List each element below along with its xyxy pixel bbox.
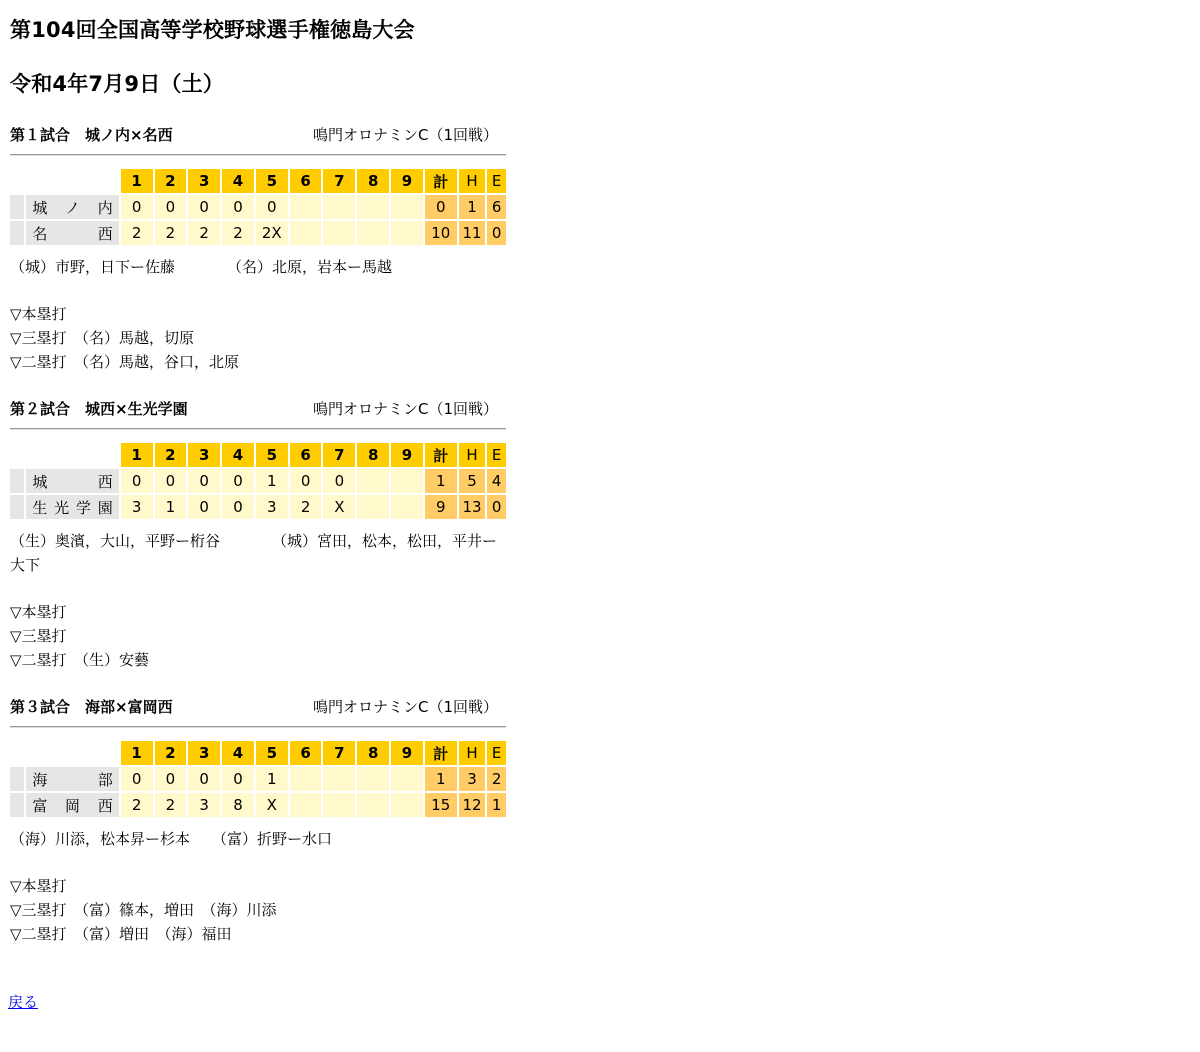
row-stub xyxy=(10,195,24,219)
team-row xyxy=(10,221,506,245)
game-2 xyxy=(10,398,506,669)
header-total: 計 xyxy=(425,443,457,467)
inning-score: 0 xyxy=(256,195,288,219)
triples: ▽三塁打 （名）馬越，切原 xyxy=(10,329,195,347)
total-hits: 11 xyxy=(459,221,486,245)
header-hits: H xyxy=(459,741,486,765)
inning-score xyxy=(290,767,322,791)
header-hits: H xyxy=(459,169,486,193)
header-cell: 8 xyxy=(357,169,389,193)
game-header xyxy=(10,398,506,422)
scoreboard-header-row xyxy=(10,169,506,193)
header-cell: 2 xyxy=(155,741,187,765)
header-cell: 2 xyxy=(155,443,187,467)
total-runs: 1 xyxy=(425,767,457,791)
total-runs: 9 xyxy=(425,495,457,519)
inning-score: 0 xyxy=(222,195,254,219)
pitchers-line xyxy=(10,827,506,851)
inning-score xyxy=(391,221,423,245)
row-stub xyxy=(10,793,24,817)
header-errors: E xyxy=(487,169,506,193)
inning-score: 3 xyxy=(188,793,220,817)
header-cell: 1 xyxy=(121,169,153,193)
triples: ▽三塁打 xyxy=(10,627,67,645)
total-hits: 12 xyxy=(459,793,486,817)
total-errors: 2 xyxy=(487,767,506,791)
inning-score: 2 xyxy=(188,221,220,245)
inning-score: 8 xyxy=(222,793,254,817)
game-title: 第２試合 城西×生光学園 xyxy=(10,400,188,418)
header-cell: 4 xyxy=(222,741,254,765)
game-1 xyxy=(10,124,506,371)
inning-score: 2X xyxy=(256,221,288,245)
header-cell: 7 xyxy=(323,741,355,765)
inning-score: 0 xyxy=(155,195,187,219)
inning-score xyxy=(323,767,355,791)
inning-score: 0 xyxy=(290,469,322,493)
inning-score: 1 xyxy=(155,495,187,519)
doubles: ▽二塁打 （富）増田 （海）福田 xyxy=(10,925,232,943)
header-cell: 7 xyxy=(323,443,355,467)
total-errors: 4 xyxy=(487,469,506,493)
total-runs: 15 xyxy=(425,793,457,817)
doubles: ▽二塁打 （生）安藝 xyxy=(10,651,150,669)
header-cell: 9 xyxy=(391,443,423,467)
inning-score xyxy=(391,793,423,817)
inning-score xyxy=(323,195,355,219)
divider xyxy=(10,154,506,155)
game-title: 第１試合 城ノ内×名西 xyxy=(10,126,173,144)
header-hits: H xyxy=(459,443,486,467)
total-hits: 13 xyxy=(459,495,486,519)
inning-score: 2 xyxy=(121,221,153,245)
inning-score: 2 xyxy=(290,495,322,519)
team-row xyxy=(10,767,506,791)
game-venue: 鳴門オロナミンC（1回戦） xyxy=(312,698,498,716)
row-stub xyxy=(10,469,24,493)
inning-score: 0 xyxy=(188,195,220,219)
header-cell: 5 xyxy=(256,443,288,467)
total-hits: 5 xyxy=(459,469,486,493)
inning-score xyxy=(323,793,355,817)
header-cell: 5 xyxy=(256,741,288,765)
scoreboard xyxy=(8,441,508,521)
total-runs: 1 xyxy=(425,469,457,493)
home-runs: ▽本塁打 xyxy=(10,603,67,621)
total-runs: 0 xyxy=(425,195,457,219)
team-name: 海部 xyxy=(26,767,118,791)
pitchers-team-b: （富）折野ー水口 xyxy=(212,830,333,848)
team-name: 富岡西 xyxy=(26,793,118,817)
inning-score xyxy=(357,469,389,493)
inning-score xyxy=(357,767,389,791)
inning-score: 0 xyxy=(188,495,220,519)
inning-score: 3 xyxy=(256,495,288,519)
doubles: ▽二塁打 （名）馬越，谷口，北原 xyxy=(10,353,240,371)
game-header xyxy=(10,124,506,148)
inning-score: 3 xyxy=(121,495,153,519)
total-hits: 1 xyxy=(459,195,486,219)
header-cell: 1 xyxy=(121,741,153,765)
inning-score xyxy=(357,221,389,245)
inning-score xyxy=(323,221,355,245)
pitchers-line xyxy=(10,529,506,577)
divider xyxy=(10,726,506,727)
inning-score: 0 xyxy=(121,767,153,791)
inning-score: 1 xyxy=(256,767,288,791)
inning-score xyxy=(357,495,389,519)
row-stub xyxy=(10,495,24,519)
inning-score xyxy=(357,195,389,219)
page-title: 第104回全国高等学校野球選手権徳島大会 xyxy=(10,18,415,42)
inning-score xyxy=(391,767,423,791)
inning-score: 0 xyxy=(323,469,355,493)
pitchers-line xyxy=(10,255,506,279)
scoreboard-header-row xyxy=(10,443,506,467)
header-cell: 4 xyxy=(222,443,254,467)
inning-score xyxy=(391,495,423,519)
header-cell: 4 xyxy=(222,169,254,193)
inning-score: 0 xyxy=(222,469,254,493)
inning-score xyxy=(290,221,322,245)
home-runs: ▽本塁打 xyxy=(10,305,67,323)
inning-score: 2 xyxy=(155,793,187,817)
row-stub xyxy=(10,767,24,791)
header-cell: 1 xyxy=(121,443,153,467)
divider xyxy=(10,428,506,429)
home-runs: ▽本塁打 xyxy=(10,877,67,895)
total-errors: 0 xyxy=(487,495,506,519)
team-row xyxy=(10,195,506,219)
scoreboard xyxy=(8,167,508,247)
inning-score: 0 xyxy=(222,495,254,519)
triples: ▽三塁打 （富）篠本，増田 （海）川添 xyxy=(10,901,277,919)
game-venue: 鳴門オロナミンC（1回戦） xyxy=(312,126,498,144)
inning-score: 2 xyxy=(222,221,254,245)
game-header xyxy=(10,696,506,720)
header-cell: 3 xyxy=(188,169,220,193)
team-name: 生光学園 xyxy=(26,495,118,519)
game-3 xyxy=(10,696,506,943)
scoreboard-header-row xyxy=(10,741,506,765)
header-cell: 6 xyxy=(290,741,322,765)
inning-score: X xyxy=(256,793,288,817)
header-cell: 9 xyxy=(391,169,423,193)
inning-score: 2 xyxy=(121,793,153,817)
game-title: 第３試合 海部×富岡西 xyxy=(10,698,173,716)
team-name: 城ノ内 xyxy=(26,195,118,219)
inning-score: 0 xyxy=(155,767,187,791)
total-errors: 0 xyxy=(487,221,506,245)
inning-score: 0 xyxy=(188,469,220,493)
total-errors: 6 xyxy=(487,195,506,219)
team-row xyxy=(10,495,506,519)
inning-score xyxy=(391,469,423,493)
header-cell: 2 xyxy=(155,169,187,193)
inning-score xyxy=(290,793,322,817)
total-errors: 1 xyxy=(487,793,506,817)
inning-score: 0 xyxy=(121,195,153,219)
team-name: 名西 xyxy=(26,221,118,245)
scoreboard xyxy=(8,739,508,819)
header-cell: 5 xyxy=(256,169,288,193)
inning-score xyxy=(391,195,423,219)
header-cell: 9 xyxy=(391,741,423,765)
total-runs: 10 xyxy=(425,221,457,245)
inning-score: 0 xyxy=(222,767,254,791)
team-row xyxy=(10,469,506,493)
header-errors: E xyxy=(487,741,506,765)
team-row xyxy=(10,793,506,817)
header-cell: 7 xyxy=(323,169,355,193)
game-venue: 鳴門オロナミンC（1回戦） xyxy=(312,400,498,418)
inning-score: 2 xyxy=(155,221,187,245)
header-errors: E xyxy=(487,443,506,467)
inning-score: 0 xyxy=(121,469,153,493)
pitchers-team-a: （城）市野，日下ー佐藤 xyxy=(10,258,176,276)
game-date: 令和4年7月9日（土） xyxy=(10,72,225,96)
header-cell: 6 xyxy=(290,169,322,193)
total-hits: 3 xyxy=(459,767,486,791)
inning-score: X xyxy=(323,495,355,519)
header-cell: 8 xyxy=(357,443,389,467)
inning-score xyxy=(357,793,389,817)
inning-score: 0 xyxy=(188,767,220,791)
team-name: 城西 xyxy=(26,469,118,493)
pitchers-team-a: （生）奥濱，大山，平野ー桁谷 xyxy=(10,532,221,550)
pitchers-team-b: （城）宮田，松本，松田，平井ー大下 xyxy=(10,532,498,574)
pitchers-team-b: （名）北原，岩本ー馬越 xyxy=(227,258,393,276)
header-cell: 6 xyxy=(290,443,322,467)
inning-score xyxy=(290,195,322,219)
header-cell: 8 xyxy=(357,741,389,765)
pitchers-team-a: （海）川添，松本昇ー杉本 xyxy=(10,830,191,848)
header-total: 計 xyxy=(425,741,457,765)
header-cell: 3 xyxy=(188,443,220,467)
back-link[interactable]: 戻る xyxy=(8,993,39,1011)
header-total: 計 xyxy=(425,169,457,193)
inning-score: 0 xyxy=(155,469,187,493)
header-cell: 3 xyxy=(188,741,220,765)
inning-score: 1 xyxy=(256,469,288,493)
row-stub xyxy=(10,221,24,245)
